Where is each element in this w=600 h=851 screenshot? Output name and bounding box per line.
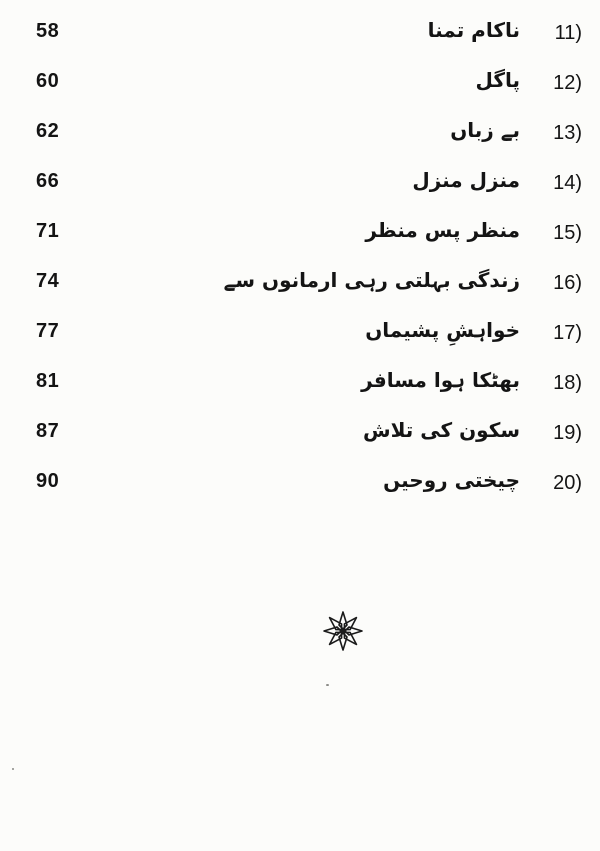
toc-page-number: 90 — [36, 470, 60, 492]
toc-entry-number: 12) — [553, 72, 582, 94]
toc-page-number: 62 — [36, 120, 60, 142]
toc-entry-number: 18) — [553, 372, 582, 394]
toc-entry-title: خواہشِ پشیماں — [365, 318, 520, 342]
toc-entry-title: منزل منزل — [412, 168, 520, 192]
toc-entry-number: 20) — [553, 472, 582, 494]
toc-page-number: 81 — [36, 370, 60, 392]
toc-entry-number: 11) — [554, 22, 582, 44]
toc-page-number: 71 — [36, 220, 60, 242]
toc-entry-title: منظر پس منظر — [365, 218, 520, 242]
paper-speck — [12, 768, 14, 770]
eight-point-star-ornament-icon — [322, 610, 364, 652]
toc-entry-title: ناکام تمنا — [427, 18, 520, 42]
toc-entry[interactable] — [0, 64, 600, 104]
toc-entry-title: سکون کی تلاش — [363, 418, 520, 442]
toc-entry-number: 16) — [553, 272, 582, 294]
toc-entry[interactable] — [0, 414, 600, 454]
toc-entry[interactable] — [0, 164, 600, 204]
toc-entry-title: بھٹکا ہوا مسافر — [361, 368, 520, 392]
toc-entry-number: 14) — [553, 172, 582, 194]
toc-entry-title: زندگی بہلتی رہی ارمانوں سے — [223, 268, 520, 292]
toc-page-number: 74 — [36, 270, 60, 292]
toc-page-number: 58 — [36, 20, 60, 42]
toc-page-number: 77 — [36, 320, 60, 342]
toc-entry[interactable] — [0, 14, 600, 54]
paper-speck — [326, 684, 329, 686]
toc-entry-number: 13) — [553, 122, 582, 144]
toc-entry[interactable] — [0, 114, 600, 154]
toc-page-number: 60 — [36, 70, 60, 92]
toc-entry-number: 19) — [553, 422, 582, 444]
toc-entry[interactable] — [0, 214, 600, 254]
toc-entry[interactable] — [0, 364, 600, 404]
toc-entry[interactable] — [0, 464, 600, 504]
toc-entry-number: 15) — [553, 222, 582, 244]
toc-page-number: 87 — [36, 420, 60, 442]
toc-page-number: 66 — [36, 170, 60, 192]
toc-entry-number: 17) — [553, 322, 582, 344]
toc-entry[interactable] — [0, 264, 600, 304]
toc-entry[interactable] — [0, 314, 600, 354]
toc-entry-title: بے زباں — [450, 118, 520, 142]
toc-entry-title: چیختی روحیں — [383, 468, 520, 492]
toc-entry-title: پاگل — [475, 68, 520, 92]
